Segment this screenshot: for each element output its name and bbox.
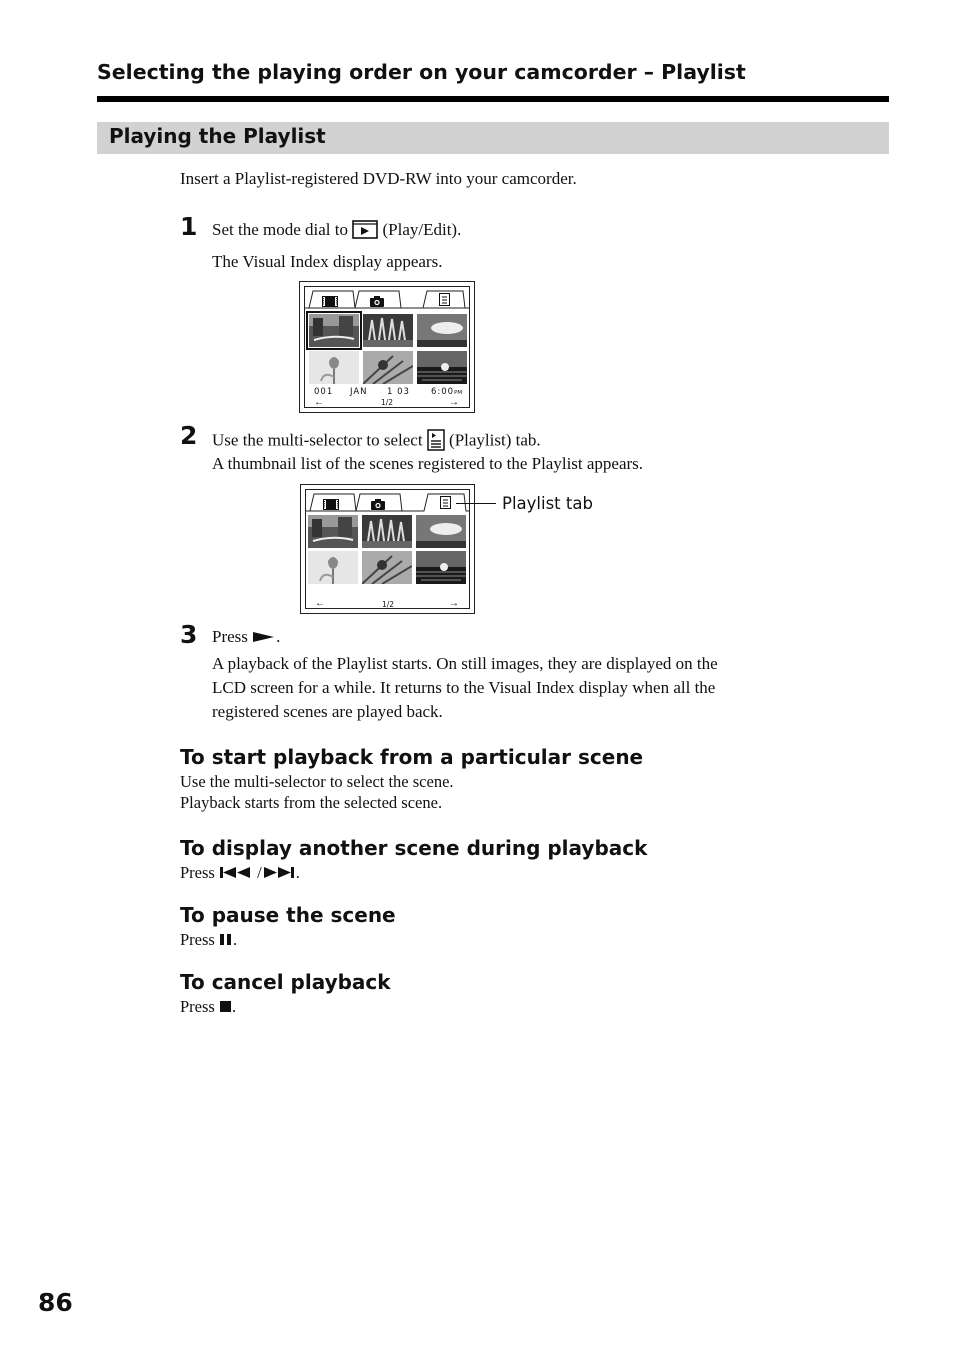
step-3-detail-line-1: A playback of the Playlist starts. On still images, they are displayed on the bbox=[212, 654, 718, 673]
header-rule bbox=[97, 96, 889, 102]
pause-instruction bbox=[180, 932, 237, 949]
heading-start-playback: To start playback from a particular scene bbox=[180, 745, 644, 769]
step-3-pre: Press bbox=[212, 627, 248, 646]
section-title: Playing the Playlist bbox=[109, 124, 326, 148]
previous-page-arrow-icon[interactable]: ← bbox=[314, 397, 324, 408]
next-icon bbox=[262, 866, 296, 883]
playlist-tab-icon[interactable] bbox=[439, 293, 451, 311]
pause-end: . bbox=[232, 930, 238, 949]
cancel-press: Press bbox=[180, 997, 215, 1016]
display-another-end: . bbox=[295, 863, 300, 882]
step-3-detail-line-2: LCD screen for a while. It returns to the Visual Index display when all the bbox=[212, 678, 716, 697]
callout-line bbox=[456, 503, 496, 504]
thumbnail-gondola-selected[interactable] bbox=[309, 314, 359, 347]
heading-cancel: To cancel playback bbox=[180, 970, 391, 994]
file-number: 001 bbox=[314, 387, 334, 397]
date-day-year: 1 03 bbox=[387, 387, 410, 397]
display-another-press: Press bbox=[180, 863, 215, 882]
start-playback-line-2: Playback starts from the selected scene. bbox=[180, 793, 443, 812]
step-3-instruction bbox=[212, 628, 280, 647]
thumbnail-sky-clouds[interactable] bbox=[417, 314, 467, 347]
playlist-screen bbox=[300, 484, 475, 614]
page-indicator-2: 1/2 bbox=[382, 600, 395, 609]
step-3-detail-line-3: registered scenes are played back. bbox=[212, 702, 443, 721]
pause-icon bbox=[219, 933, 233, 950]
thumbnail-grass-flower-2[interactable] bbox=[362, 551, 412, 584]
date-month: JAN bbox=[350, 387, 368, 397]
thumbnail-fountain[interactable] bbox=[363, 314, 413, 347]
step-1-number: 1 bbox=[180, 212, 198, 241]
playlist-tab-callout: Playlist tab bbox=[502, 494, 593, 513]
play-icon bbox=[252, 630, 276, 647]
page-number: 86 bbox=[38, 1288, 73, 1317]
heading-display-another: To display another scene during playback bbox=[180, 836, 648, 860]
step-3-number: 3 bbox=[180, 620, 198, 649]
page-header-title: Selecting the playing order on your camcorder – Playlist bbox=[97, 60, 746, 84]
step-1-post: (Play/Edit). bbox=[382, 219, 462, 239]
cancel-end: . bbox=[231, 997, 237, 1016]
thumbnail-sunset-sea[interactable] bbox=[417, 351, 467, 384]
still-camera-tab-icon[interactable] bbox=[369, 294, 385, 312]
page-indicator: 1/2 bbox=[381, 398, 394, 407]
thumbnail-gondola[interactable] bbox=[308, 515, 358, 548]
movie-tab-icon[interactable] bbox=[322, 294, 338, 312]
next-page-arrow-icon-2[interactable]: → bbox=[449, 598, 459, 609]
step-2-instruction bbox=[212, 429, 541, 454]
thumbnail-tulip[interactable] bbox=[309, 351, 359, 384]
intro-text: Insert a Playlist-registered DVD-RW into your camcorder. bbox=[180, 169, 577, 188]
pause-press: Press bbox=[180, 930, 215, 949]
previous-icon bbox=[219, 866, 253, 883]
thumbnail-sunset-sea-2[interactable] bbox=[416, 551, 466, 584]
cancel-instruction bbox=[180, 999, 236, 1016]
time-ampm: PM bbox=[454, 390, 463, 396]
time-value: 6:00 bbox=[431, 387, 455, 397]
step-1-instruction bbox=[212, 220, 461, 242]
step-2-pre: Use the multi-selector to select bbox=[212, 430, 423, 450]
thumbnail-tulip-2[interactable] bbox=[308, 551, 358, 584]
thumbnail-fountain-2[interactable] bbox=[362, 515, 412, 548]
start-playback-line-1: Use the multi-selector to select the scene. bbox=[180, 772, 454, 791]
step-3-post: . bbox=[276, 627, 281, 646]
step-2-detail: A thumbnail list of the scenes registered to the Playlist appears. bbox=[212, 454, 644, 473]
still-camera-tab-icon-2[interactable] bbox=[370, 497, 386, 515]
visual-index-frame bbox=[304, 286, 470, 408]
thumbnail-sky-clouds-2[interactable] bbox=[416, 515, 466, 548]
display-another-separator: / bbox=[257, 863, 262, 882]
step-2-number: 2 bbox=[180, 421, 198, 450]
step-1-pre: Set the mode dial to bbox=[212, 219, 348, 239]
display-another-instruction bbox=[180, 865, 300, 882]
thumbnail-grass-flower[interactable] bbox=[363, 351, 413, 384]
time-readout bbox=[431, 388, 462, 397]
play-edit-icon bbox=[352, 220, 378, 242]
heading-pause: To pause the scene bbox=[180, 903, 396, 927]
playlist-tab-icon-2[interactable] bbox=[440, 496, 452, 514]
next-page-arrow-icon[interactable]: → bbox=[449, 397, 459, 408]
movie-tab-icon-2[interactable] bbox=[323, 497, 339, 515]
visual-index-screen bbox=[299, 281, 475, 413]
playlist-icon bbox=[427, 429, 445, 454]
stop-icon bbox=[219, 1000, 232, 1017]
step-1-detail: The Visual Index display appears. bbox=[212, 252, 443, 271]
previous-page-arrow-icon-2[interactable]: ← bbox=[315, 598, 325, 609]
playlist-frame bbox=[305, 489, 470, 609]
step-2-post: (Playlist) tab. bbox=[449, 430, 541, 450]
